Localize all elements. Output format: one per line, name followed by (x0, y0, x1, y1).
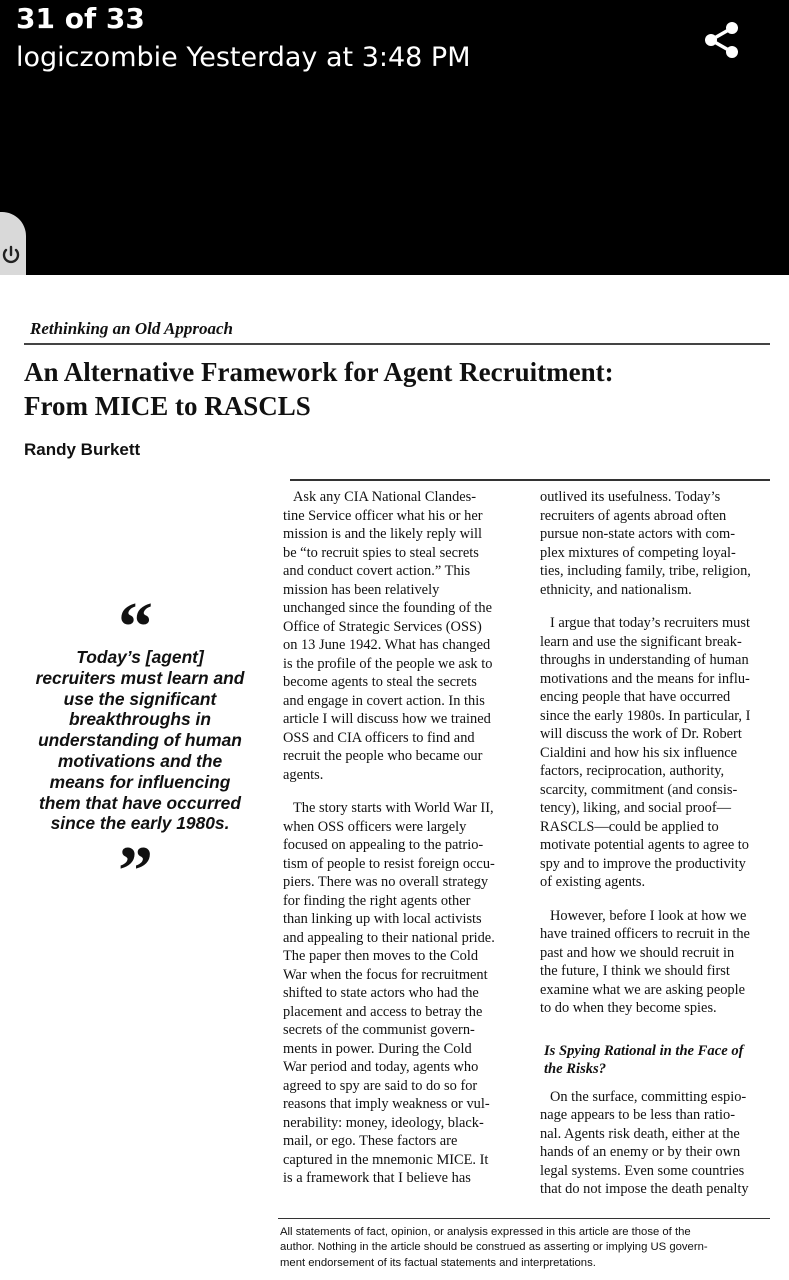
text-line: captured in the mnemonic MICE. It (283, 1151, 489, 1168)
text-line: tency), liking, and social proof— (540, 800, 732, 816)
text-line: examine what we are asking people (540, 981, 745, 998)
text-line: since the early 1980s. In particular, I (540, 707, 751, 724)
pull-quote-line: understanding of human (38, 730, 242, 751)
section-subhead (540, 1042, 780, 1079)
text-line: mission is and the likely reply will (283, 526, 483, 542)
text-line: encing people that have occurred (540, 689, 731, 705)
text-line: The story starts with World War II, (293, 800, 494, 816)
document-page (0, 275, 789, 1280)
power-icon (0, 244, 22, 266)
text-line: plex mixtures of competing loyal- (540, 544, 736, 561)
text-line: have trained officers to recruit in the (540, 926, 750, 942)
text-line: Ask any CIA National Clandes- (293, 489, 477, 505)
text-column-1 (283, 488, 523, 1188)
text-line: is the profile of the people we ask to (283, 655, 493, 672)
author-name: Randy Burkett (24, 440, 141, 459)
image-counter: 31 of 33 (16, 2, 145, 35)
body-rule (290, 479, 770, 481)
text-line: I argue that today’s recruiters must (550, 615, 750, 631)
text-line: placement and access to betray the (283, 1003, 483, 1020)
text-line: legal systems. Even some countries (540, 1162, 745, 1179)
pull-quote-line: recruiters must learn and (35, 667, 245, 688)
text-line: become agents to steal the secrets (283, 674, 477, 690)
pull-quote-line: since the early 1980s. (50, 813, 230, 834)
article-title (24, 355, 764, 423)
text-line: recruiters of agents abroad often (540, 507, 727, 524)
text-line: mail, or ego. These factors are (283, 1133, 458, 1149)
text-line: than linking up with local activists (283, 911, 482, 927)
text-line: that do not impose the death penalty (540, 1181, 749, 1197)
text-line: pursue non-state actors with com- (540, 526, 736, 542)
text-line: is a framework that I believe has (283, 1170, 471, 1186)
text-line: The paper then moves to the Cold (283, 948, 479, 964)
text-line: OSS and CIA officers to find and (283, 729, 475, 746)
text-line: War when the focus for recruitment (283, 966, 488, 983)
text-line: throughs in understanding of human (540, 652, 749, 668)
text-line: hands of an enemy or by their own (540, 1144, 741, 1160)
pull-quote-line: means for influencing (49, 771, 231, 792)
text-line: agreed to spy are said to do so for (283, 1077, 478, 1094)
section-kicker: Rethinking an Old Approach (30, 319, 233, 338)
title-line: From MICE to RASCLS (24, 391, 311, 421)
footnote (280, 1225, 770, 1271)
text-line: for finding the right agents other (283, 892, 471, 909)
text-line: and appealing to their national pride. (283, 929, 495, 946)
text-column-2 (540, 488, 780, 1199)
text-line: However, before I look at how we (550, 907, 747, 924)
text-line: of existing agents. (540, 874, 646, 890)
text-line: mission has been relatively (283, 581, 440, 598)
text-line: article I will discuss how we trained (283, 711, 491, 727)
text-line: spy and to improve the productivity (540, 855, 746, 872)
text-line: scarcity, commitment (and consis- (540, 781, 738, 798)
text-line: unchanged since the founding of the (283, 600, 493, 616)
text-line: focused on appealing to the patrio- (283, 837, 484, 853)
paragraph (540, 488, 780, 599)
text-line: War period and today, agents who (283, 1059, 479, 1075)
text-line: tism of people to resist foreign occu- (283, 855, 495, 872)
text-line: reasons that imply weakness or vul- (283, 1096, 490, 1112)
text-line: and conduct covert action.” This (283, 563, 471, 579)
text-line: be “to recruit spies to steal secrets (283, 544, 479, 561)
text-line: factors, reciprocation, authority, (540, 763, 725, 779)
text-line: On the surface, committing espio- (550, 1088, 747, 1105)
subhead-line: the Risks? (544, 1061, 607, 1077)
text-line: when OSS officers were largely (283, 818, 467, 835)
text-line: Office of Strategic Services (OSS) (283, 618, 482, 635)
pull-quote-line: motivations and the (57, 750, 223, 771)
title-line: An Alternative Framework for Agent Recruitment: (24, 357, 614, 387)
text-line: to do when they become spies. (540, 1000, 717, 1016)
text-line: tine Service officer what his or her (283, 507, 483, 524)
text-line: nerability: money, ideology, black- (283, 1114, 484, 1131)
text-line: recruit the people who became our (283, 748, 483, 764)
paragraph (283, 488, 523, 784)
text-line: motivations and the means for influ- (540, 670, 750, 687)
text-line: Cialdini and how his six influence (540, 744, 738, 761)
footnote-line: author. Nothing in the article should be construed as asserting or implying US govern- (280, 1241, 708, 1254)
pull-quote-line: use the significant (63, 688, 217, 709)
text-line: and engage in covert action. In this (283, 692, 485, 709)
text-line: the future, I think we should first (540, 963, 730, 979)
pull-quote-line: them that have occurred (39, 792, 241, 813)
paragraph (540, 907, 780, 1018)
text-line: will discuss the work of Dr. Robert (540, 726, 742, 742)
open-quote-mark: “ (118, 589, 153, 666)
paragraph (540, 614, 780, 892)
close-quote-mark: ” (118, 833, 153, 910)
text-line: motivate potential agents to agree to (540, 837, 749, 853)
text-line: nage appears to be less than ratio- (540, 1107, 735, 1123)
post-meta: logiczombie Yesterday at 3:48 PM (16, 42, 471, 73)
text-line: on 13 June 1942. What has changed (283, 637, 491, 653)
pull-quote (22, 647, 258, 834)
text-line: learn and use the significant break- (540, 633, 742, 650)
subhead-line: Is Spying Rational in the Face of (544, 1042, 744, 1059)
text-line: nal. Agents risk death, either at the (540, 1125, 740, 1142)
text-line: ties, including family, tribe, religion, (540, 563, 751, 579)
paragraph (540, 1088, 780, 1199)
text-line: agents. (283, 766, 324, 783)
pull-quote-line: Today’s [agent] (76, 647, 204, 667)
text-line: ethnicity, and nationalism. (540, 581, 692, 598)
share-icon[interactable] (702, 20, 742, 60)
text-line: secrets of the communist govern- (283, 1022, 475, 1038)
text-line: RASCLS—could be applied to (540, 818, 719, 835)
text-line: ments in power. During the Cold (283, 1040, 472, 1057)
text-line: past and how we should recruit in (540, 944, 735, 961)
viewer-header (0, 0, 789, 275)
text-line: outlived its usefulness. Today’s (540, 489, 721, 505)
text-line: piers. There was no overall strategy (283, 874, 489, 890)
header-rule (24, 343, 770, 345)
paragraph (283, 799, 523, 1188)
text-line: shifted to state actors who had the (283, 985, 479, 1001)
footnote-line: ment endorsement of its factual statements and interpretations. (280, 1256, 596, 1269)
footnote-rule (278, 1218, 770, 1219)
footnote-line: All statements of fact, opinion, or analysis expressed in this article are those of the (280, 1226, 691, 1238)
pull-quote-line: breakthroughs in (68, 709, 212, 730)
